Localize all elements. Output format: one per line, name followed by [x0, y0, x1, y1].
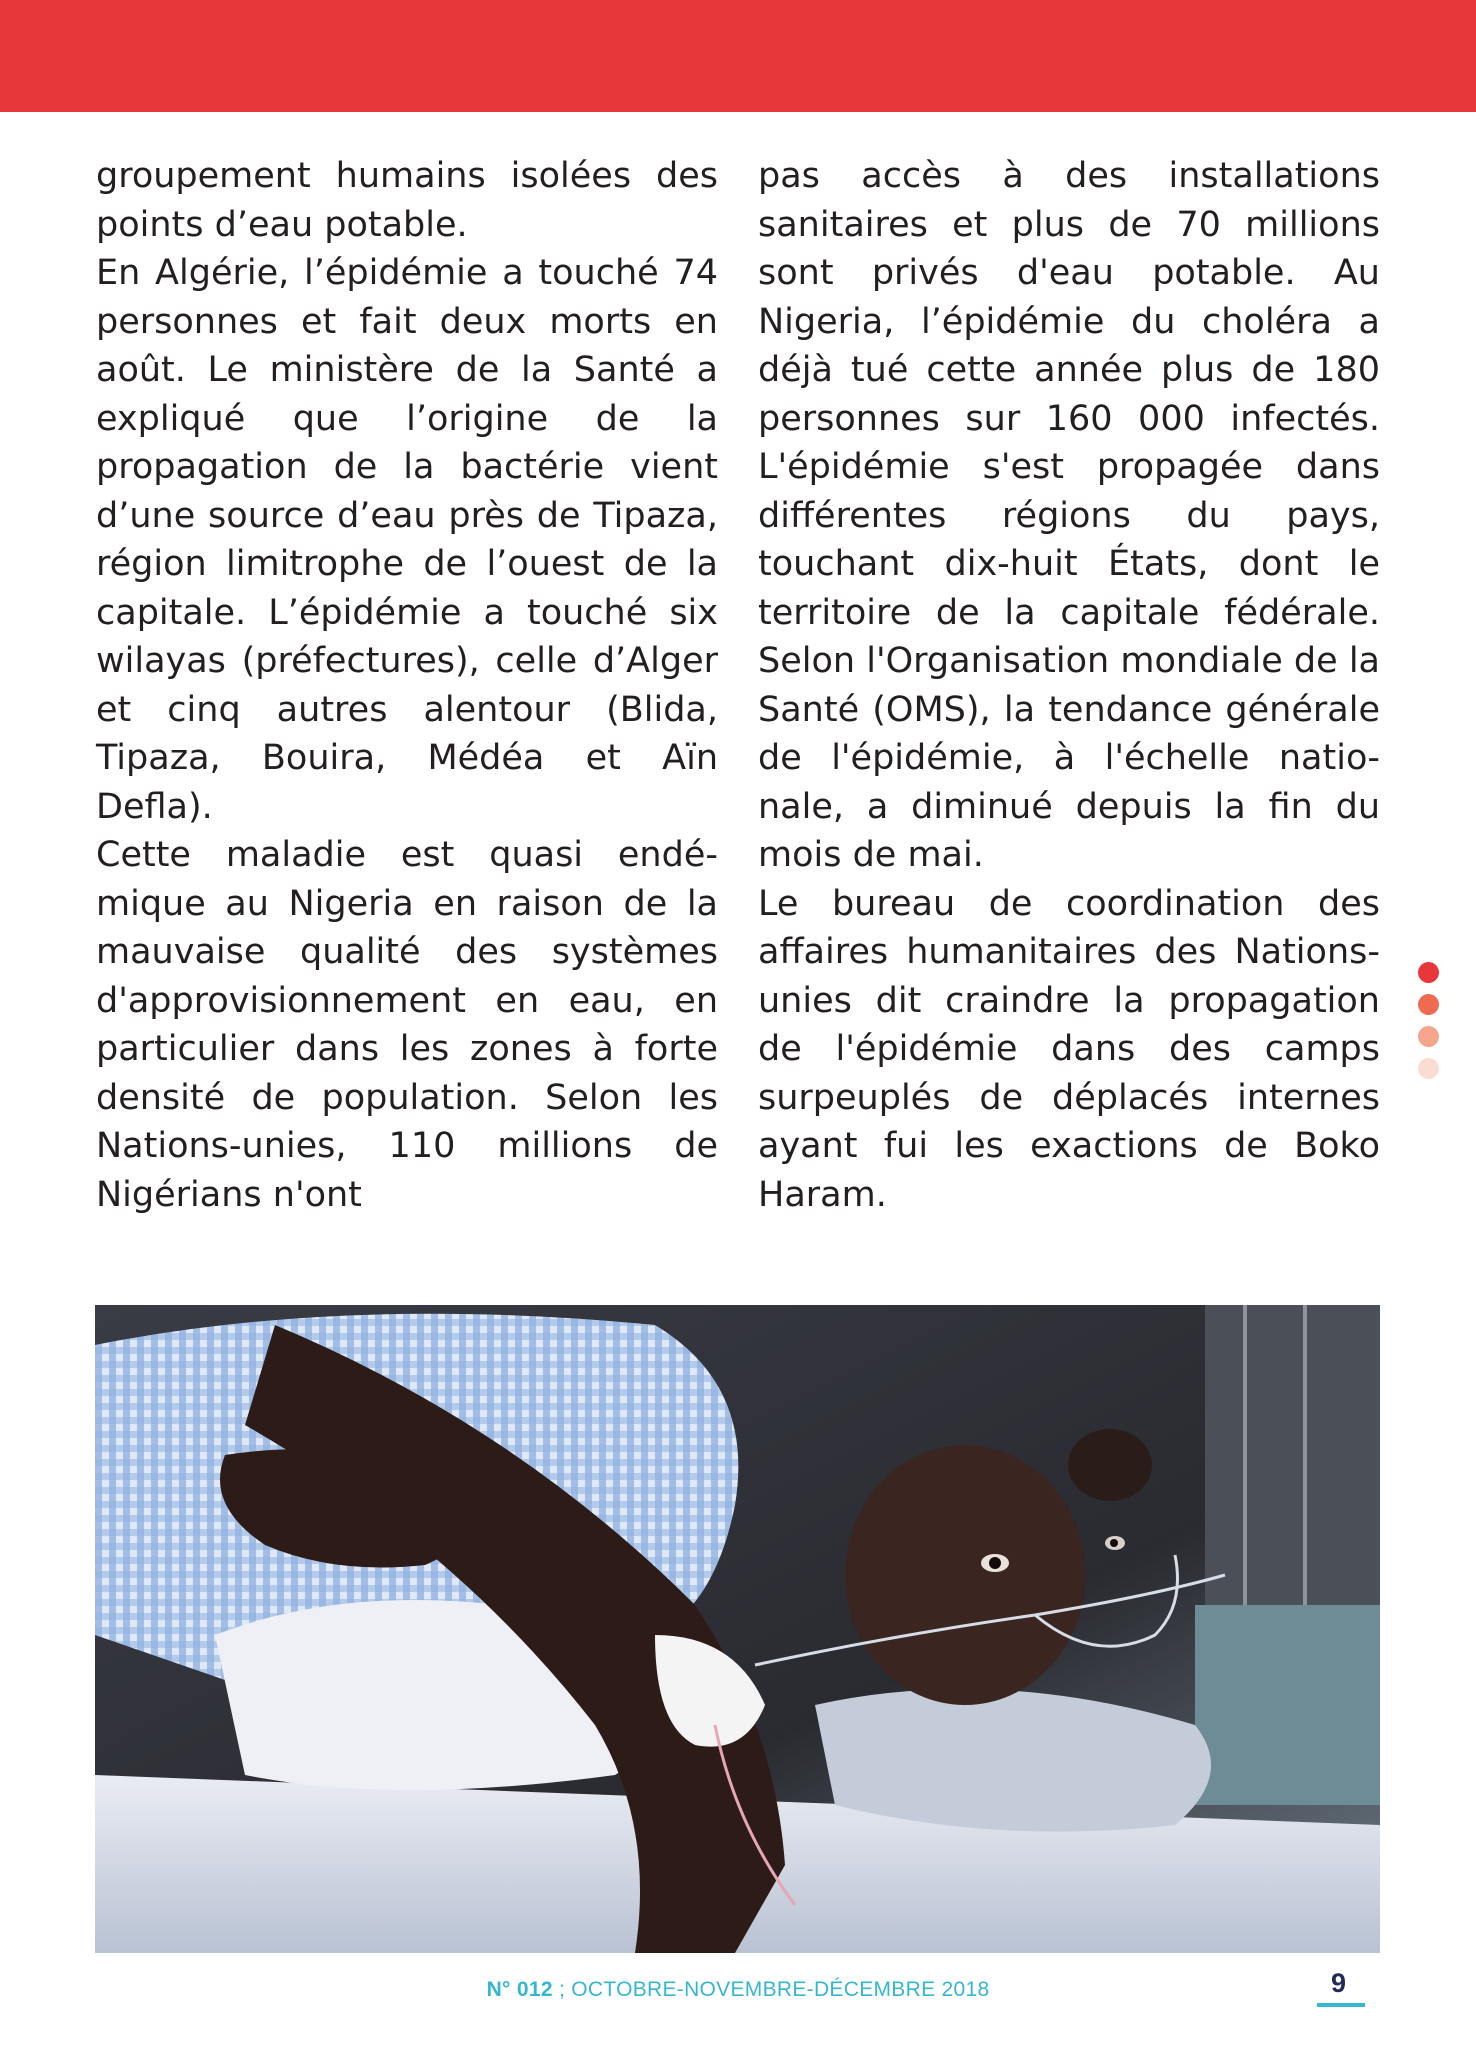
dot-3 [1418, 1026, 1439, 1047]
text-column-right [758, 152, 1380, 1219]
decorative-dots [1418, 962, 1440, 1090]
footer-separator: ; [552, 1978, 572, 2001]
issue-number: N° 012 [486, 1978, 553, 2001]
paragraph: pas accès à des installations sanitaires et plus de 70 millions sont privés d'eau potable. Au Nigeria, l’épidémie du choléra a déjà tué cette année plus de 180 personnes sur 160 000 infectés. L'épidémie s'est propagée dans différentes régions du pays, touchant dix-huit États, dont le territoire de la capitale fédérale. Selon l'Organisation mondiale de la Santé (OMS), la tendance générale de l'épidémie, à l'échelle nationale, a diminué depuis la fin du mois de mai. [758, 156, 1380, 875]
footer [0, 1978, 1476, 2002]
paragraph: Cette maladie est quasi endémique au Nigeria en raison de la mauvaise qualité des systèmes d'approvisionnement en eau, en particulier dans les zones à forte densité de population. Selon les Nations-unies, 110 millions de Nigérians n'ont [96, 835, 718, 1215]
dot-1 [1418, 962, 1439, 983]
dot-4 [1418, 1058, 1439, 1079]
article-photo [95, 1305, 1380, 1953]
page-number-underline [1317, 2003, 1365, 2007]
page-number: 9 [1331, 1968, 1347, 1998]
photo-illustration [95, 1305, 1380, 1953]
paragraph: Le bureau de coordination des affaires humanitaires des Nations-unies dit craindre la propagation de l'épidémie dans des camps surpeuplés de déplacés internes ayant fui les exactions de Boko Haram. [758, 883, 1380, 1215]
paragraph: groupement humains isolées des points d’eau potable. [96, 156, 718, 245]
dot-2 [1418, 994, 1439, 1015]
paragraph: En Algérie, l’épidémie a touché 74 personnes et fait deux morts en août. Le ministère de la Santé a expliqué que l’origine de la propagation de la bactérie vient d’une source d’eau près de Tipaza, région limitrophe de l’ouest de la capitale. L’épidémie a touché six wilayas (préfectures), celle d’Alger et cinq autres alentour (Blida, Tipaza, Bouira, Médéa et Aïn Defla). [96, 253, 718, 827]
top-color-band [0, 0, 1476, 112]
issue-period: OCTOBRE-NOVEMBRE-DÉCEMBRE 2018 [571, 1978, 990, 2001]
text-column-left [96, 152, 718, 1219]
